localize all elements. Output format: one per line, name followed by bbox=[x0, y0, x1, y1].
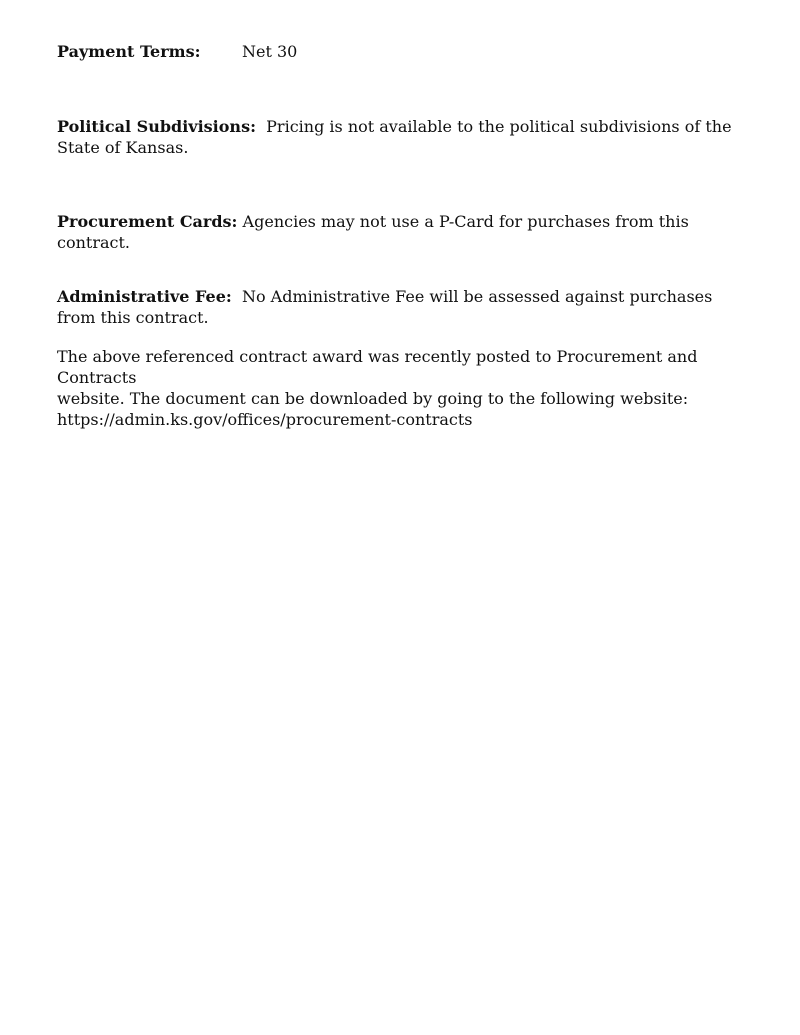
posting-notice-paragraph bbox=[57, 346, 737, 430]
procurement-website-url[interactable]: https://admin.ks.gov/offices/procurement-contracts bbox=[57, 410, 473, 429]
political-subdivisions-label: Political Subdivisions: bbox=[57, 117, 256, 136]
procurement-cards-section bbox=[57, 211, 737, 253]
posting-notice-line-2: website. The document can be downloaded by going to the following website: bbox=[57, 389, 689, 408]
administrative-fee-section bbox=[57, 286, 737, 328]
administrative-fee-text: No Administrative Fee will be assessed against purchases from this contract. bbox=[57, 287, 713, 327]
posting-notice-line-1: The above referenced contract award was recently posted to Procurement and Contracts bbox=[57, 347, 698, 387]
payment-terms-label: Payment Terms: bbox=[57, 42, 201, 61]
payment-terms-value: Net 30 bbox=[242, 42, 298, 61]
political-subdivisions-section bbox=[57, 116, 737, 158]
payment-terms-section bbox=[57, 41, 737, 62]
administrative-fee-label: Administrative Fee: bbox=[57, 287, 232, 306]
procurement-cards-label: Procurement Cards: bbox=[57, 212, 238, 231]
procurement-cards-text: Agencies may not use a P-Card for purchases from this contract. bbox=[57, 212, 689, 252]
political-subdivisions-text: Pricing is not available to the political subdivisions of the State of Kansas. bbox=[57, 117, 732, 157]
